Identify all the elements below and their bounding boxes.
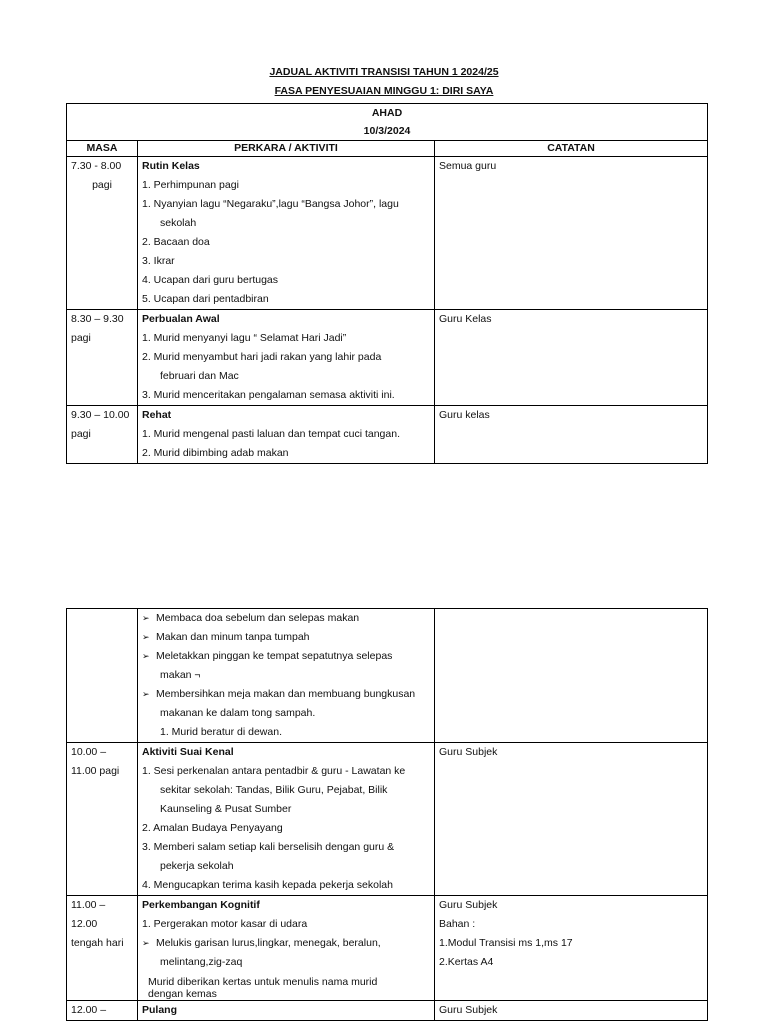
catatan-cell (435, 1001, 708, 1021)
table-row (67, 1001, 708, 1021)
catatan-cell (435, 406, 708, 464)
col-perkara: PERKARA / AKTIVITI (138, 141, 435, 157)
masa-cell (67, 896, 138, 1001)
bullet-item-continued: makan ¬ (160, 669, 201, 681)
list-item-continued: sekolah (160, 217, 197, 229)
masa-text: 12.00 (71, 918, 98, 930)
activity-cell (138, 896, 435, 1001)
list-item-continued: dengan kemas (148, 988, 217, 1000)
table-row (67, 743, 708, 896)
list-item-continued: pekerja sekolah (160, 860, 234, 872)
activity-heading: Perbualan Awal (142, 313, 220, 325)
catatan-cell (435, 310, 708, 406)
table-row (67, 157, 708, 310)
activity-heading: Rutin Kelas (142, 160, 200, 172)
list-item-continued: Kaunseling & Pusat Sumber (160, 803, 292, 815)
list-item: 3. Memberi salam setiap kali berselisih dengan guru & (142, 841, 395, 853)
masa-text: 10.00 – (71, 746, 107, 758)
activity-cell (138, 609, 435, 743)
arrow-bullet-icon: ➢ (142, 689, 150, 699)
arrow-bullet-icon: ➢ (142, 651, 150, 661)
masa-text: 11.00 pagi (71, 765, 120, 777)
arrow-bullet-icon: ➢ (142, 632, 150, 642)
list-item: 5. Ucapan dari pentadbiran (142, 293, 269, 305)
list-item: 4. Ucapan dari guru bertugas (142, 274, 279, 286)
activity-heading: Perkembangan Kognitif (142, 899, 260, 911)
list-item: 2. Bacaan doa (142, 236, 210, 248)
activity-cell (138, 1001, 435, 1021)
col-catatan: CATATAN (435, 141, 708, 157)
masa-cell (67, 406, 138, 464)
activity-cell (138, 157, 435, 310)
doc-subtitle: FASA PENYESUAIAN MINGGU 1: DIRI SAYA (274, 85, 494, 97)
list-item: 1. Murid menyanyi lagu “ Selamat Hari Jadi” (142, 332, 347, 344)
date-label: 10/3/2024 (363, 125, 411, 137)
day-row (67, 104, 708, 141)
catatan-text: Semua guru (439, 160, 497, 172)
bullet-item: ➢ Membersihkan meja makan dan membuang bungkusan (142, 685, 430, 704)
col-masa: MASA (67, 141, 138, 157)
masa-text: 8.30 – 9.30 (71, 313, 124, 325)
table-row (67, 310, 708, 406)
catatan-cell (435, 743, 708, 896)
schedule-table-2 (66, 608, 708, 1021)
list-item: 1. Pergerakan motor kasar di udara (142, 918, 308, 930)
activity-cell (138, 310, 435, 406)
catatan-cell (435, 157, 708, 310)
doc-title: JADUAL AKTIVITI TRANSISI TAHUN 1 2024/25 (269, 66, 499, 78)
activity-heading: Pulang (142, 1004, 178, 1016)
activity-heading: Aktiviti Suai Kenal (142, 746, 234, 758)
bullet-item-continued: melintang,zig-zaq (160, 956, 243, 968)
catatan-text: Guru kelas (439, 409, 490, 421)
masa-text: pagi (92, 179, 112, 191)
bullet-item: ➢ Makan dan minum tanpa tumpah (142, 628, 430, 647)
masa-cell (67, 609, 138, 743)
list-item: 4. Mengucapkan terima kasih kepada pekerja sekolah (142, 879, 393, 891)
list-item-continued: februari dan Mac (160, 370, 239, 382)
list-item: 1. Nyanyian lagu “Negaraku”,lagu “Bangsa Johor”, lagu (142, 198, 399, 210)
list-item: 3. Ikrar (142, 255, 175, 267)
table-row (67, 406, 708, 464)
catatan-text: Guru Subjek (439, 746, 498, 758)
table-row (67, 896, 708, 1001)
day-label: AHAD (371, 107, 403, 119)
list-item-continued: sekitar sekolah: Tandas, Bilik Guru, Pejabat, Bilik (160, 784, 388, 796)
bullet-item: ➢ Membaca doa sebelum dan selepas makan (142, 609, 430, 628)
table-row (67, 609, 708, 743)
masa-cell (67, 310, 138, 406)
list-item: 3. Murid menceritakan pengalaman semasa aktiviti ini. (142, 389, 395, 401)
masa-text: tengah hari (71, 937, 124, 949)
masa-text: 9.30 – 10.00 (71, 409, 130, 421)
list-item: Murid diberikan kertas untuk menulis nama murid (148, 976, 378, 988)
masa-text: 11.00 – (71, 899, 106, 911)
masa-text: pagi (71, 332, 91, 344)
bullet-item-continued: makanan ke dalam tong sampah. (160, 707, 316, 719)
list-item: 2. Murid dibimbing adab makan (142, 447, 289, 459)
masa-cell (67, 1001, 138, 1021)
catatan-text: Guru Kelas (439, 313, 492, 325)
catatan-cell (435, 896, 708, 1001)
bullet-item: ➢ Meletakkan pinggan ke tempat sepatutnya selepas (142, 647, 430, 666)
catatan-text: 2.Kertas A4 (439, 956, 494, 968)
list-item: 2. Amalan Budaya Penyayang (142, 822, 283, 834)
catatan-text: Guru Subjek (439, 899, 498, 911)
catatan-text: Guru Subjek (439, 1004, 498, 1016)
masa-text: 7.30 - 8.00 (71, 160, 122, 172)
activity-cell (138, 743, 435, 896)
arrow-bullet-icon: ➢ (142, 613, 150, 623)
list-item: 1. Murid mengenal pasti laluan dan tempat cuci tangan. (142, 428, 400, 440)
activity-heading: Rehat (142, 409, 172, 421)
list-item: 1. Perhimpunan pagi (142, 179, 239, 191)
catatan-text: Bahan : (439, 918, 476, 930)
masa-text: 12.00 – (71, 1004, 107, 1016)
list-item: 2. Murid menyambut hari jadi rakan yang lahir pada (142, 351, 382, 363)
masa-cell (67, 157, 138, 310)
column-header-row (67, 141, 708, 157)
list-item: 1. Murid beratur di dewan. (160, 726, 282, 738)
masa-cell (67, 743, 138, 896)
bullet-item: ➢ Melukis garisan lurus,lingkar, menegak, beralun, (142, 934, 430, 953)
arrow-bullet-icon: ➢ (142, 938, 150, 948)
catatan-cell (435, 609, 708, 743)
schedule-table-1 (66, 103, 708, 464)
catatan-text: 1.Modul Transisi ms 1,ms 17 (439, 937, 573, 949)
activity-cell (138, 406, 435, 464)
list-item: 1. Sesi perkenalan antara pentadbir & guru - Lawatan ke (142, 765, 406, 777)
masa-text: pagi (71, 428, 91, 440)
